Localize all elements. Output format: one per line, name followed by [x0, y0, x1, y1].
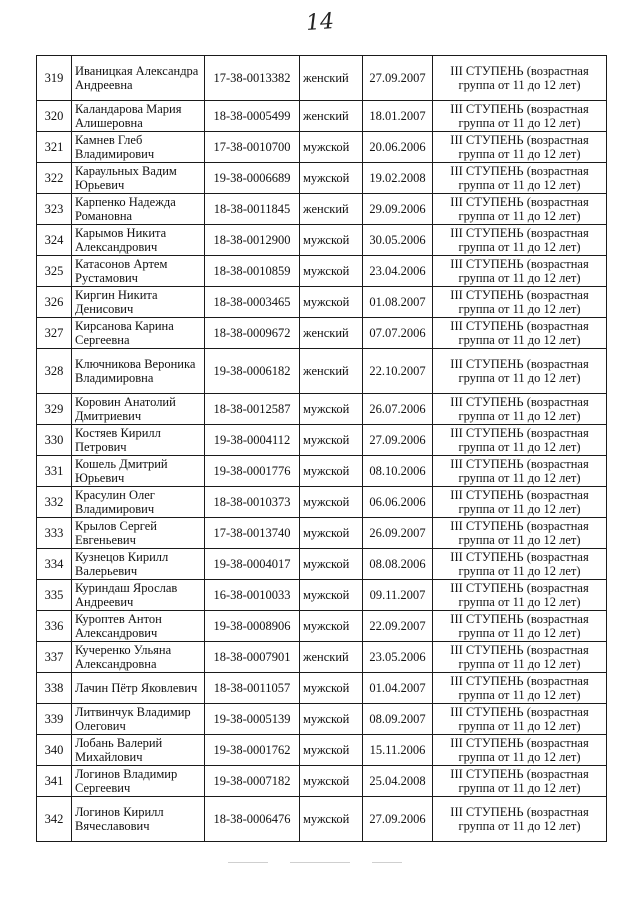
birth-date: 27.09.2007 [363, 56, 433, 101]
gender-cell: мужской [300, 766, 363, 797]
participant-id: 19-38-0004017 [205, 549, 300, 580]
gender-cell: мужской [300, 132, 363, 163]
participant-id: 17-38-0013740 [205, 518, 300, 549]
birth-date: 23.04.2006 [363, 256, 433, 287]
level-group: III СТУПЕНЬ (возрастная группа от 11 до 12 лет) [433, 704, 607, 735]
participant-name: Крылов Сергей Евгеньевич [72, 518, 205, 549]
participant-id: 17-38-0013382 [205, 56, 300, 101]
birth-date: 23.05.2006 [363, 642, 433, 673]
table-row [37, 287, 607, 318]
participant-name: Лачин Пётр Яковлевич [72, 673, 205, 704]
birth-date: 25.04.2008 [363, 766, 433, 797]
table-row [37, 56, 607, 101]
participant-id: 19-38-0006182 [205, 349, 300, 394]
table-row [37, 425, 607, 456]
birth-date: 26.09.2007 [363, 518, 433, 549]
level-group: III СТУПЕНЬ (возрастная группа от 11 до 12 лет) [433, 256, 607, 287]
table-row [37, 349, 607, 394]
participant-id: 19-38-0006689 [205, 163, 300, 194]
row-number: 326 [37, 287, 72, 318]
gender-cell: мужской [300, 735, 363, 766]
level-group: III СТУПЕНЬ (возрастная группа от 11 до 12 лет) [433, 487, 607, 518]
participant-name: Карпенко Надежда Романовна [72, 194, 205, 225]
participant-id: 18-38-0011057 [205, 673, 300, 704]
scan-artifact [228, 862, 268, 863]
table-row [37, 194, 607, 225]
participant-id: 18-38-0009672 [205, 318, 300, 349]
participant-name: Кошель Дмитрий Юрьевич [72, 456, 205, 487]
participant-name: Куриндаш Ярослав Андреевич [72, 580, 205, 611]
table-row [37, 611, 607, 642]
level-group: III СТУПЕНЬ (возрастная группа от 11 до 12 лет) [433, 611, 607, 642]
row-number: 322 [37, 163, 72, 194]
level-group: III СТУПЕНЬ (возрастная группа от 11 до 12 лет) [433, 766, 607, 797]
birth-date: 22.09.2007 [363, 611, 433, 642]
birth-date: 01.04.2007 [363, 673, 433, 704]
row-number: 319 [37, 56, 72, 101]
level-group: III СТУПЕНЬ (возрастная группа от 11 до 12 лет) [433, 194, 607, 225]
table-row [37, 518, 607, 549]
table-row [37, 797, 607, 842]
row-number: 329 [37, 394, 72, 425]
participant-name: Коровин Анатолий Дмитриевич [72, 394, 205, 425]
gender-cell: женский [300, 56, 363, 101]
row-number: 331 [37, 456, 72, 487]
level-group: III СТУПЕНЬ (возрастная группа от 11 до 12 лет) [433, 518, 607, 549]
table-row [37, 225, 607, 256]
participant-id: 19-38-0005139 [205, 704, 300, 735]
row-number: 328 [37, 349, 72, 394]
table-row [37, 735, 607, 766]
row-number: 336 [37, 611, 72, 642]
table-row [37, 549, 607, 580]
participant-name: Костяев Кирилл Петрович [72, 425, 205, 456]
table-row [37, 580, 607, 611]
row-number: 340 [37, 735, 72, 766]
level-group: III СТУПЕНЬ (возрастная группа от 11 до 12 лет) [433, 132, 607, 163]
participant-name: Логинов Кирилл Вячеславович [72, 797, 205, 842]
table-row [37, 456, 607, 487]
birth-date: 26.07.2006 [363, 394, 433, 425]
participant-name: Камнев Глеб Владимирович [72, 132, 205, 163]
table-row [37, 163, 607, 194]
table-body [37, 56, 607, 842]
birth-date: 08.10.2006 [363, 456, 433, 487]
participant-id: 18-38-0003465 [205, 287, 300, 318]
level-group: III СТУПЕНЬ (возрастная группа от 11 до 12 лет) [433, 456, 607, 487]
participant-id: 18-38-0012900 [205, 225, 300, 256]
row-number: 320 [37, 101, 72, 132]
participant-name: Ключникова Вероника Владимировна [72, 349, 205, 394]
participant-name: Катасонов Артем Рустамович [72, 256, 205, 287]
birth-date: 18.01.2007 [363, 101, 433, 132]
participant-name: Логинов Владимир Сергеевич [72, 766, 205, 797]
gender-cell: мужской [300, 704, 363, 735]
row-number: 325 [37, 256, 72, 287]
birth-date: 06.06.2006 [363, 487, 433, 518]
gender-cell: женский [300, 642, 363, 673]
level-group: III СТУПЕНЬ (возрастная группа от 11 до 12 лет) [433, 163, 607, 194]
birth-date: 01.08.2007 [363, 287, 433, 318]
gender-cell: мужской [300, 394, 363, 425]
level-group: III СТУПЕНЬ (возрастная группа от 11 до 12 лет) [433, 425, 607, 456]
level-group: III СТУПЕНЬ (возрастная группа от 11 до 12 лет) [433, 735, 607, 766]
row-number: 342 [37, 797, 72, 842]
participant-id: 18-38-0007901 [205, 642, 300, 673]
level-group: III СТУПЕНЬ (возрастная группа от 11 до 12 лет) [433, 673, 607, 704]
participant-name: Карымов Никита Александрович [72, 225, 205, 256]
participant-id: 18-38-0010373 [205, 487, 300, 518]
birth-date: 09.11.2007 [363, 580, 433, 611]
table-row [37, 766, 607, 797]
level-group: III СТУПЕНЬ (возрастная группа от 11 до 12 лет) [433, 797, 607, 842]
row-number: 324 [37, 225, 72, 256]
gender-cell: мужской [300, 456, 363, 487]
gender-cell: мужской [300, 225, 363, 256]
table-row [37, 704, 607, 735]
gender-cell: мужской [300, 673, 363, 704]
table-row [37, 101, 607, 132]
participant-id: 16-38-0010033 [205, 580, 300, 611]
birth-date: 19.02.2008 [363, 163, 433, 194]
participant-name: Киргин Никита Денисович [72, 287, 205, 318]
participant-id: 18-38-0005499 [205, 101, 300, 132]
participant-id: 19-38-0008906 [205, 611, 300, 642]
table-row [37, 642, 607, 673]
row-number: 333 [37, 518, 72, 549]
row-number: 332 [37, 487, 72, 518]
level-group: III СТУПЕНЬ (возрастная группа от 11 до 12 лет) [433, 318, 607, 349]
gender-cell: мужской [300, 487, 363, 518]
gender-cell: мужской [300, 425, 363, 456]
table-row [37, 318, 607, 349]
birth-date: 08.08.2006 [363, 549, 433, 580]
birth-date: 30.05.2006 [363, 225, 433, 256]
participant-id: 19-38-0001762 [205, 735, 300, 766]
table-row [37, 132, 607, 163]
table-row [37, 673, 607, 704]
gender-cell: мужской [300, 797, 363, 842]
participant-id: 19-38-0001776 [205, 456, 300, 487]
birth-date: 08.09.2007 [363, 704, 433, 735]
level-group: III СТУПЕНЬ (возрастная группа от 11 до 12 лет) [433, 56, 607, 101]
row-number: 335 [37, 580, 72, 611]
gender-cell: женский [300, 318, 363, 349]
participant-id: 19-38-0007182 [205, 766, 300, 797]
birth-date: 27.09.2006 [363, 425, 433, 456]
participant-name: Кирсанова Карина Сергеевна [72, 318, 205, 349]
gender-cell: мужской [300, 549, 363, 580]
birth-date: 07.07.2006 [363, 318, 433, 349]
row-number: 338 [37, 673, 72, 704]
participant-name: Кузнецов Кирилл Валерьевич [72, 549, 205, 580]
level-group: III СТУПЕНЬ (возрастная группа от 11 до 12 лет) [433, 549, 607, 580]
birth-date: 27.09.2006 [363, 797, 433, 842]
page-number: 14 [305, 9, 335, 36]
participant-name: Литвинчук Владимир Олегович [72, 704, 205, 735]
participants-table [36, 55, 607, 842]
participant-id: 19-38-0004112 [205, 425, 300, 456]
participant-id: 17-38-0010700 [205, 132, 300, 163]
participant-id: 18-38-0010859 [205, 256, 300, 287]
birth-date: 22.10.2007 [363, 349, 433, 394]
level-group: III СТУПЕНЬ (возрастная группа от 11 до 12 лет) [433, 349, 607, 394]
level-group: III СТУПЕНЬ (возрастная группа от 11 до 12 лет) [433, 225, 607, 256]
table-row [37, 256, 607, 287]
birth-date: 20.06.2006 [363, 132, 433, 163]
gender-cell: женский [300, 349, 363, 394]
level-group: III СТУПЕНЬ (возрастная группа от 11 до 12 лет) [433, 394, 607, 425]
gender-cell: мужской [300, 287, 363, 318]
scan-artifact [372, 862, 402, 863]
gender-cell: мужской [300, 518, 363, 549]
scan-artifact [290, 862, 350, 863]
participant-id: 18-38-0012587 [205, 394, 300, 425]
participant-name: Кучеренко Ульяна Александровна [72, 642, 205, 673]
level-group: III СТУПЕНЬ (возрастная группа от 11 до 12 лет) [433, 580, 607, 611]
gender-cell: женский [300, 194, 363, 225]
participant-name: Караульных Вадим Юрьевич [72, 163, 205, 194]
gender-cell: мужской [300, 163, 363, 194]
level-group: III СТУПЕНЬ (возрастная группа от 11 до 12 лет) [433, 287, 607, 318]
participant-name: Куроптев Антон Александрович [72, 611, 205, 642]
participant-id: 18-38-0006476 [205, 797, 300, 842]
participant-name: Каландарова Мария Алишеровна [72, 101, 205, 132]
row-number: 334 [37, 549, 72, 580]
table-row [37, 487, 607, 518]
birth-date: 15.11.2006 [363, 735, 433, 766]
level-group: III СТУПЕНЬ (возрастная группа от 11 до 12 лет) [433, 101, 607, 132]
gender-cell: мужской [300, 256, 363, 287]
gender-cell: мужской [300, 580, 363, 611]
table-row [37, 394, 607, 425]
row-number: 339 [37, 704, 72, 735]
row-number: 337 [37, 642, 72, 673]
gender-cell: женский [300, 101, 363, 132]
gender-cell: мужской [300, 611, 363, 642]
row-number: 327 [37, 318, 72, 349]
row-number: 330 [37, 425, 72, 456]
participant-name: Лобань Валерий Михайлович [72, 735, 205, 766]
row-number: 323 [37, 194, 72, 225]
level-group: III СТУПЕНЬ (возрастная группа от 11 до 12 лет) [433, 642, 607, 673]
participant-id: 18-38-0011845 [205, 194, 300, 225]
participant-name: Красулин Олег Владимирович [72, 487, 205, 518]
birth-date: 29.09.2006 [363, 194, 433, 225]
row-number: 341 [37, 766, 72, 797]
row-number: 321 [37, 132, 72, 163]
participant-name: Иваницкая Александра Андреевна [72, 56, 205, 101]
